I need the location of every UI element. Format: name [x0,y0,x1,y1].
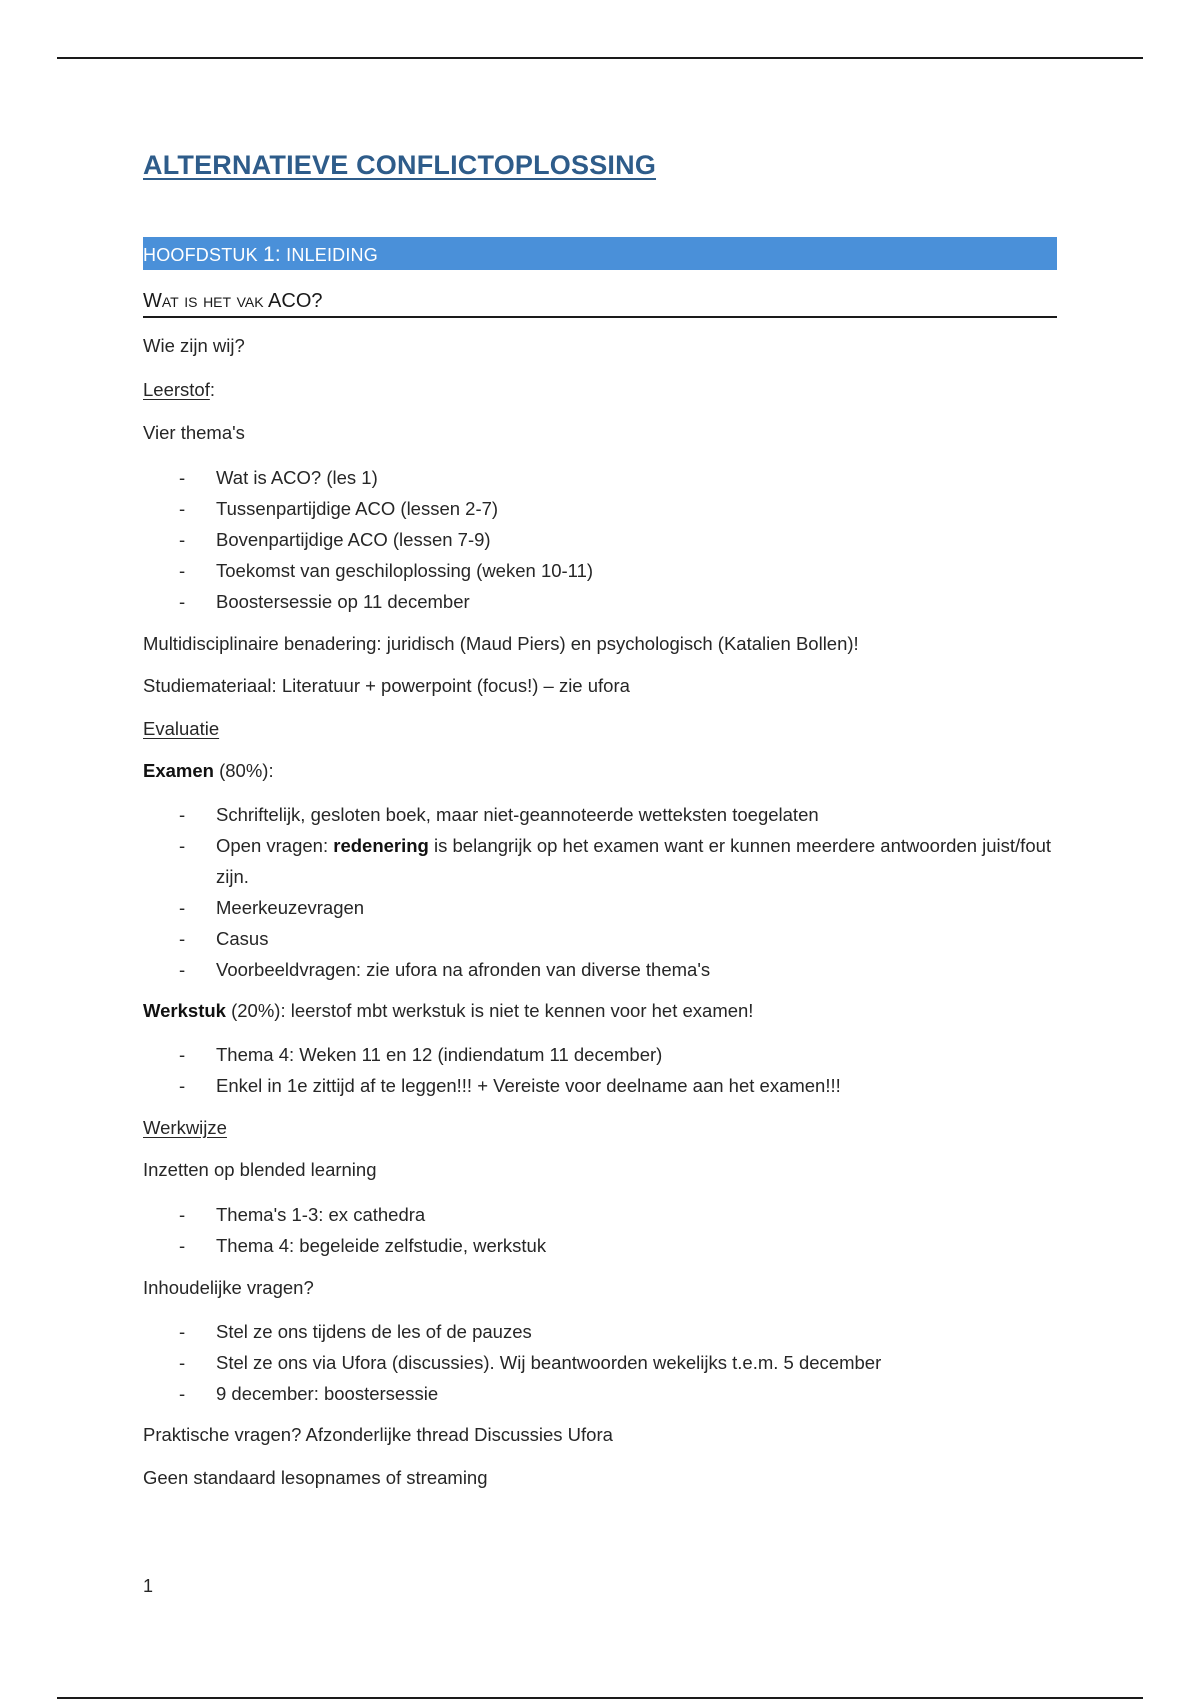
leerstof-label: Leerstof [143,379,210,400]
list-item: - Boostersessie op 11 december [143,586,1057,617]
paper-list [143,1039,1057,1101]
themes-list [143,462,1057,617]
list-item [143,830,1057,892]
list-item: - Tussenpartijdige ACO (lessen 2-7) [143,493,1057,524]
chapter-heading [143,237,1057,270]
exam-list [143,799,1057,985]
list-item: - Voorbeeldvragen: zie ufora na afronden van diverse thema's [143,954,1057,985]
list-item: - Wat is ACO? (les 1) [143,462,1057,493]
chapter-label-suffix: INLEIDING [286,245,378,265]
leerstof-paragraph [143,375,1057,405]
list-item: - Thema's 1-3: ex cathedra [143,1199,1057,1230]
exam-item-2-post: is belangrijk op het examen want er kunnen meerdere antwoorden juist/fout zijn. [216,835,1052,887]
paper-label: Werkstuk [143,1000,226,1021]
who-are-we-paragraph: Wie zijn wij? [143,335,245,356]
method-list [143,1199,1057,1261]
exam-rest: (80%): [213,760,274,781]
exam-item-2-bold: redenering [333,835,429,856]
list-item: - Thema 4: Weken 11 en 12 (indiendatum 11 december) [143,1039,1057,1070]
document-page [143,150,1057,1493]
exam-item-2-pre: Open vragen: [216,835,334,856]
exam-label: Examen [143,760,214,781]
section-heading: Wat is het vak ACO? [143,286,1057,318]
chapter-number: 1: [263,243,281,266]
study-material-paragraph: Studiemateriaal: Literatuur + powerpoint (focus!) – zie ufora [143,675,630,696]
exam-paragraph [143,756,1057,786]
content-questions-paragraph: Inhoudelijke vragen? [143,1277,314,1298]
list-item: - Bovenpartijdige ACO (lessen 7-9) [143,524,1057,555]
list-item: - 9 december: boostersessie [143,1378,1057,1409]
multidisciplinary-paragraph: Multidisciplinaire benadering: juridisch (Maud Piers) en psychologisch (Katalien Bollen)! [143,633,859,654]
chapter-label-prefix: HOOFDSTUK [143,245,258,265]
paper-paragraph [143,996,1057,1026]
four-themes-paragraph: Vier thema's [143,422,245,443]
list-item: - Stel ze ons tijdens de les of de pauzes [143,1316,1057,1347]
paper-rest: (20%): leerstof mbt werkstuk is niet te kennen voor het examen! [225,1000,754,1021]
footer-rule [57,1697,1143,1699]
leerstof-colon: : [209,379,215,400]
no-recordings-paragraph: Geen standaard lesopnames of streaming [143,1467,488,1488]
list-item: - Schriftelijk, gesloten boek, maar niet-geannoteerde wetteksten toegelaten [143,799,1057,830]
evaluation-label: Evaluatie [143,718,220,739]
list-item: - Enkel in 1e zittijd af te leggen!!! + Vereiste voor deelname aan het examen!!! [143,1070,1057,1101]
list-item: - Thema 4: begeleide zelfstudie, werkstuk [143,1230,1057,1261]
list-item: - Stel ze ons via Ufora (discussies). Wij beantwoorden wekelijks t.e.m. 5 december [143,1347,1057,1378]
blended-paragraph: Inzetten op blended learning [143,1159,377,1180]
header-rule [57,57,1143,59]
page-number: 1 [143,1576,154,1596]
list-item: - Casus [143,923,1057,954]
content-questions-list [143,1316,1057,1409]
list-item: - Meerkeuzevragen [143,892,1057,923]
practical-questions-paragraph: Praktische vragen? Afzonderlijke thread Discussies Ufora [143,1424,613,1445]
document-title: ALTERNATIEVE CONFLICTOPLOSSING [143,150,657,180]
method-label: Werkwijze [143,1117,227,1138]
list-item: - Toekomst van geschiloplossing (weken 10-11) [143,555,1057,586]
